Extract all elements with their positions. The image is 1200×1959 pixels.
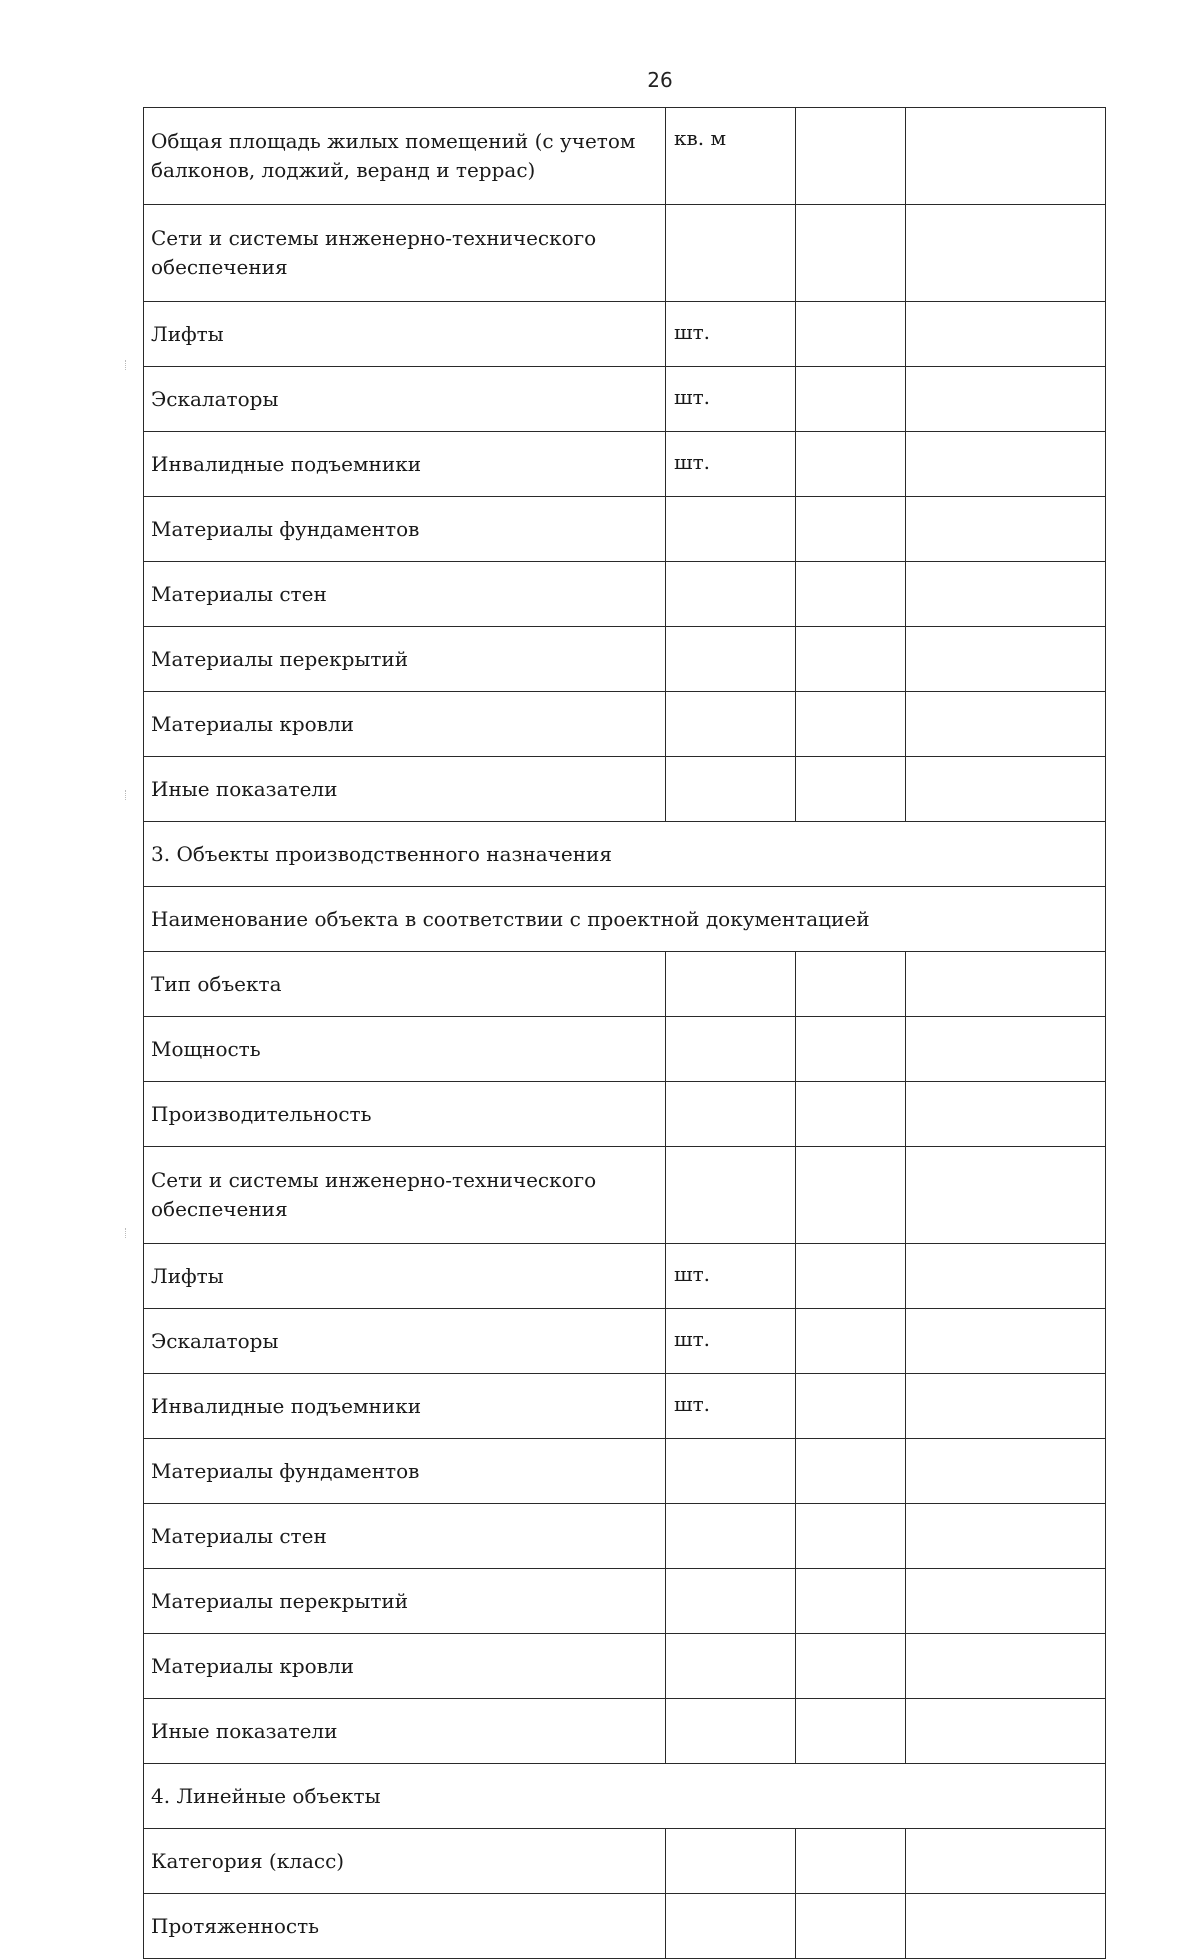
indicator-name-cell: Материалы стен [144,1504,666,1569]
unit-cell [666,952,796,1017]
empty-value-cell [906,692,1106,757]
empty-value-cell [906,1894,1106,1959]
empty-value-cell [796,302,906,367]
empty-value-cell [796,1017,906,1082]
empty-value-cell [906,108,1106,205]
indicator-name-cell: Сети и системы инженерно-технического обеспечения [144,205,666,302]
empty-value-cell [906,1309,1106,1374]
indicator-name-cell: Материалы перекрытий [144,1569,666,1634]
unit-cell [666,1017,796,1082]
table-row [144,627,1106,692]
table-row [144,562,1106,627]
table-row [144,1082,1106,1147]
empty-value-cell [906,1439,1106,1504]
unit-cell: шт. [666,302,796,367]
indicator-name-cell: Сети и системы инженерно-технического обеспечения [144,1147,666,1244]
table-row [144,952,1106,1017]
indicator-name-cell: Материалы кровли [144,1634,666,1699]
unit-cell: шт. [666,1309,796,1374]
indicator-name-cell: Иные показатели [144,1699,666,1764]
table-row [144,497,1106,562]
empty-value-cell [796,205,906,302]
indicator-name-cell: Лифты [144,1244,666,1309]
empty-value-cell [906,1244,1106,1309]
indicator-name-cell: Иные показатели [144,757,666,822]
empty-value-cell [906,1504,1106,1569]
table-row [144,1439,1106,1504]
empty-value-cell [796,108,906,205]
unit-cell [666,757,796,822]
table-row [144,1147,1106,1244]
characteristics-table [143,107,1106,1959]
unit-cell [666,627,796,692]
unit-cell [666,1829,796,1894]
scan-margin-mark [125,790,128,800]
table-row [144,1894,1106,1959]
empty-value-cell [796,1147,906,1244]
table-row [144,367,1106,432]
empty-value-cell [906,367,1106,432]
empty-value-cell [796,692,906,757]
indicator-name-cell: Материалы перекрытий [144,627,666,692]
empty-value-cell [796,432,906,497]
unit-cell: шт. [666,1374,796,1439]
table-row [144,1017,1106,1082]
indicator-name-cell: Материалы фундаментов [144,1439,666,1504]
empty-value-cell [796,497,906,562]
empty-value-cell [906,1147,1106,1244]
empty-value-cell [906,1374,1106,1439]
table-row [144,432,1106,497]
section-title: 3. Объекты производственного назначения [144,822,1106,887]
indicator-name-cell: Производительность [144,1082,666,1147]
table-row [144,1504,1106,1569]
unit-cell [666,1569,796,1634]
table-row [144,1309,1106,1374]
indicator-name-cell: Общая площадь жилых помещений (с учетом балконов, лоджий, веранд и террас) [144,108,666,205]
unit-cell [666,1634,796,1699]
empty-value-cell [796,1504,906,1569]
table-row [144,1569,1106,1634]
indicator-name-cell: Материалы стен [144,562,666,627]
empty-value-cell [906,1017,1106,1082]
table-row [144,1244,1106,1309]
empty-value-cell [796,1374,906,1439]
section-header-row [144,822,1106,887]
empty-value-cell [906,757,1106,822]
unit-cell: шт. [666,367,796,432]
empty-value-cell [906,205,1106,302]
empty-value-cell [796,1829,906,1894]
table-row [144,108,1106,205]
unit-cell [666,1699,796,1764]
empty-value-cell [906,952,1106,1017]
indicator-name-cell: Материалы фундаментов [144,497,666,562]
indicator-name-cell: Категория (класс) [144,1829,666,1894]
indicator-name-cell: Инвалидные подъемники [144,1374,666,1439]
empty-value-cell [796,1634,906,1699]
empty-value-cell [906,562,1106,627]
unit-cell [666,562,796,627]
table-row [144,1634,1106,1699]
empty-value-cell [906,1569,1106,1634]
page-number: 26 [647,68,673,92]
table-row [144,302,1106,367]
indicator-name-cell: Мощность [144,1017,666,1082]
empty-value-cell [796,1309,906,1374]
empty-value-cell [796,367,906,432]
unit-cell [666,1894,796,1959]
unit-cell [666,1082,796,1147]
table-row [144,205,1106,302]
unit-cell: кв. м [666,108,796,205]
indicator-name-cell: Инвалидные подъемники [144,432,666,497]
empty-value-cell [906,302,1106,367]
indicator-name-cell: Эскалаторы [144,367,666,432]
empty-value-cell [796,1699,906,1764]
unit-cell [666,1439,796,1504]
indicator-name-cell: Материалы кровли [144,692,666,757]
indicator-name-cell: Эскалаторы [144,1309,666,1374]
empty-value-cell [796,1439,906,1504]
unit-cell [666,1147,796,1244]
indicator-name-cell: Лифты [144,302,666,367]
unit-cell: шт. [666,432,796,497]
empty-value-cell [906,497,1106,562]
empty-value-cell [796,562,906,627]
section-title: Наименование объекта в соответствии с проектной документацией [144,887,1106,952]
table-row [144,1374,1106,1439]
empty-value-cell [906,627,1106,692]
indicator-name-cell: Протяженность [144,1894,666,1959]
unit-cell [666,205,796,302]
table-row [144,757,1106,822]
empty-value-cell [796,1894,906,1959]
empty-value-cell [906,1082,1106,1147]
unit-cell: шт. [666,1244,796,1309]
empty-value-cell [796,1244,906,1309]
table-row [144,692,1106,757]
empty-value-cell [906,1634,1106,1699]
empty-value-cell [906,1829,1106,1894]
empty-value-cell [906,432,1106,497]
empty-value-cell [796,627,906,692]
section-title: 4. Линейные объекты [144,1764,1106,1829]
indicator-name-cell: Тип объекта [144,952,666,1017]
empty-value-cell [906,1699,1106,1764]
scan-margin-mark [125,360,128,370]
unit-cell [666,692,796,757]
table-row [144,1829,1106,1894]
empty-value-cell [796,1082,906,1147]
section-header-row [144,1764,1106,1829]
unit-cell [666,497,796,562]
empty-value-cell [796,952,906,1017]
table-row [144,1699,1106,1764]
empty-value-cell [796,1569,906,1634]
empty-value-cell [796,757,906,822]
section-header-row [144,887,1106,952]
scan-margin-mark [125,1228,128,1238]
table-body [144,108,1106,1959]
unit-cell [666,1504,796,1569]
